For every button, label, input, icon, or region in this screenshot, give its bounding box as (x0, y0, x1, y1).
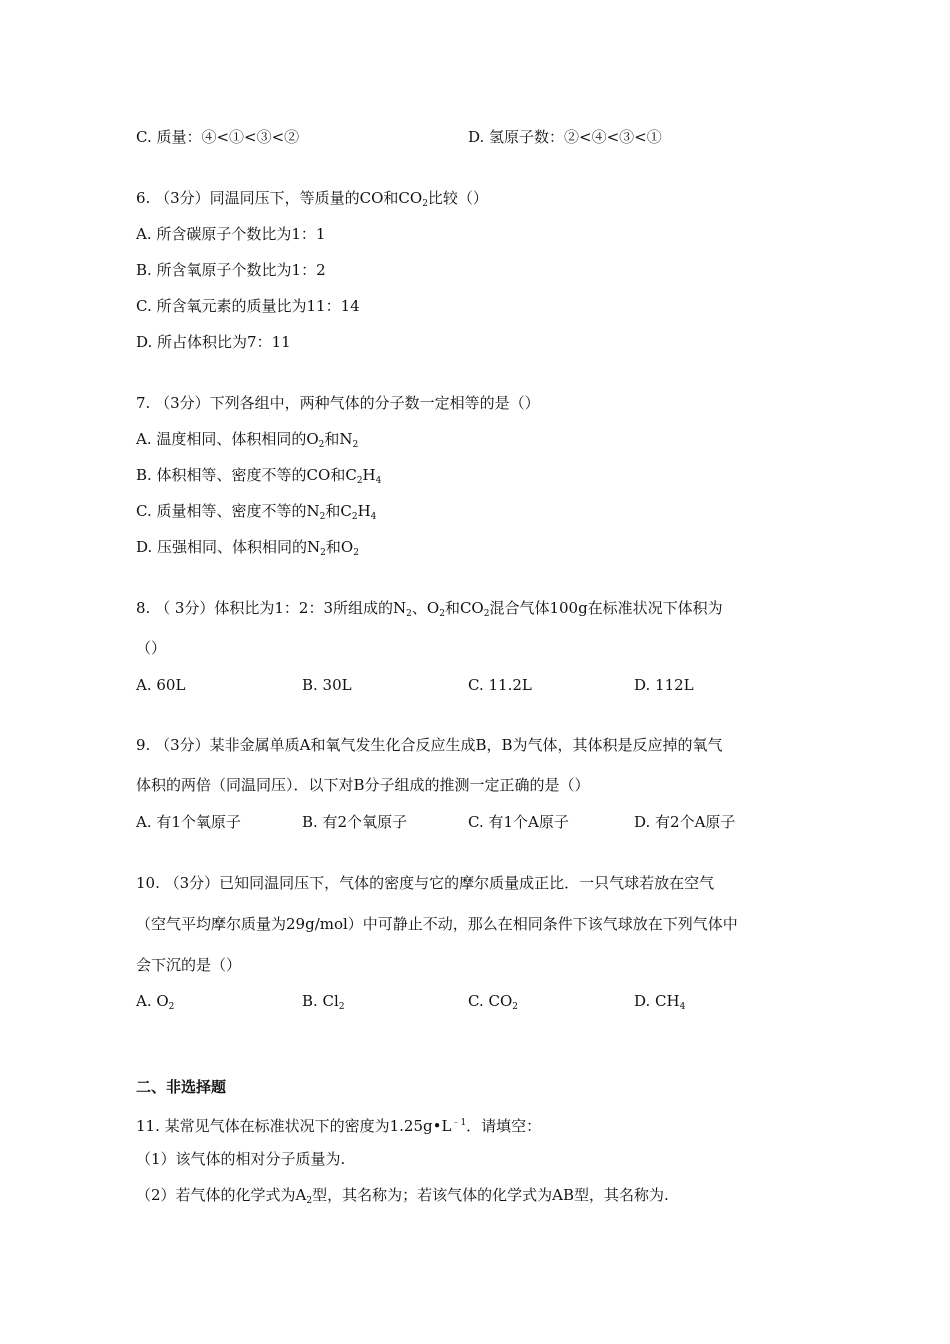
q9-option-b: B. 有2个氧原子 (302, 813, 408, 831)
q9-option-c: C. 有1个A原子 (468, 813, 569, 831)
q8-option-c: C. 11.2L (468, 676, 532, 694)
q11-part-1: （1）该气体的相对分子质量为. (136, 1150, 346, 1168)
q10-option-d: D. $CH_4$ (634, 992, 686, 1012)
q10-option-a: A. $O_2$ (136, 992, 175, 1012)
q6-option-d: D. 所占体积比为7：11 (136, 333, 291, 351)
q7-option-a: A. 温度相同、体积相同的$O_2$和$N_2$ (136, 430, 359, 450)
q10-stem-3: 会下沉的是（） (136, 956, 242, 974)
q9-option-a: A. 有1个氧原子 (136, 813, 241, 831)
q7-option-c: C. 质量相等、密度不等的$N_2$和$C_2H_4$ (136, 502, 377, 522)
q10-option-c: C. $CO_2$ (468, 992, 518, 1012)
q8-stem: 8. （ 3分）体积比为1：2：3所组成的$N_2$、$O_2$和$CO_2$混合气体100g在标准状况下体积为 (136, 599, 723, 619)
q9-option-d: D. 有2个A原子 (634, 813, 736, 831)
q7-option-d: D. 压强相同、体积相同的$N_2$和$O_2$ (136, 538, 359, 558)
q6-option-b: B. 所含氧原子个数比为1：2 (136, 261, 326, 279)
q5-option-c: C. 质量：④<①<③<② (136, 128, 300, 146)
q8-option-d: D. 112L (634, 676, 694, 694)
q9-stem-1: 9. （3分）某非金属单质A和氧气发生化合反应生成B，B为气体，其体积是反应掉的氧气 (136, 736, 723, 754)
q5-option-d: D. 氢原子数：②<④<③<① (468, 128, 662, 146)
q11-stem: 11. 某常见气体在标准状况下的密度为$1.25g•L^{﹣1}$．请填空： (136, 1117, 542, 1135)
section-heading: 二、非选择题 (136, 1078, 227, 1096)
q11-part-2: （2）若气体的化学式为$A_2$型，其名称为；若该气体的化学式为AB型，其名称为. (136, 1186, 669, 1206)
q6-option-a: A. 所含碳原子个数比为1：1 (136, 225, 326, 243)
q7-option-b: B. 体积相等、密度不等的CO和$C_2H_4$ (136, 466, 382, 486)
q8-option-a: A. 60L (136, 676, 186, 694)
q8-stem-cont: （） (136, 639, 167, 657)
q10-stem-1: 10. （3分）已知同温同压下，气体的密度与它的摩尔质量成正比．一只气球若放在空气 (136, 874, 715, 892)
q10-option-b: B. $Cl_2$ (302, 992, 345, 1012)
q6-option-c: C. 所含氧元素的质量比为11：14 (136, 297, 360, 315)
q10-stem-2: （空气平均摩尔质量为29g/mol）中可静止不动，那么在相同条件下该气球放在下列气体中 (136, 915, 738, 933)
q8-option-b: B. 30L (302, 676, 352, 694)
q7-stem: 7. （3分）下列各组中，两种气体的分子数一定相等的是（） (136, 394, 540, 412)
q9-stem-2: 体积的两倍（同温同压）．以下对B分子组成的推测一定正确的是（） (136, 776, 590, 794)
q6-stem: 6. （3分）同温同压下，等质量的CO和$CO_2$比较（） (136, 189, 488, 209)
